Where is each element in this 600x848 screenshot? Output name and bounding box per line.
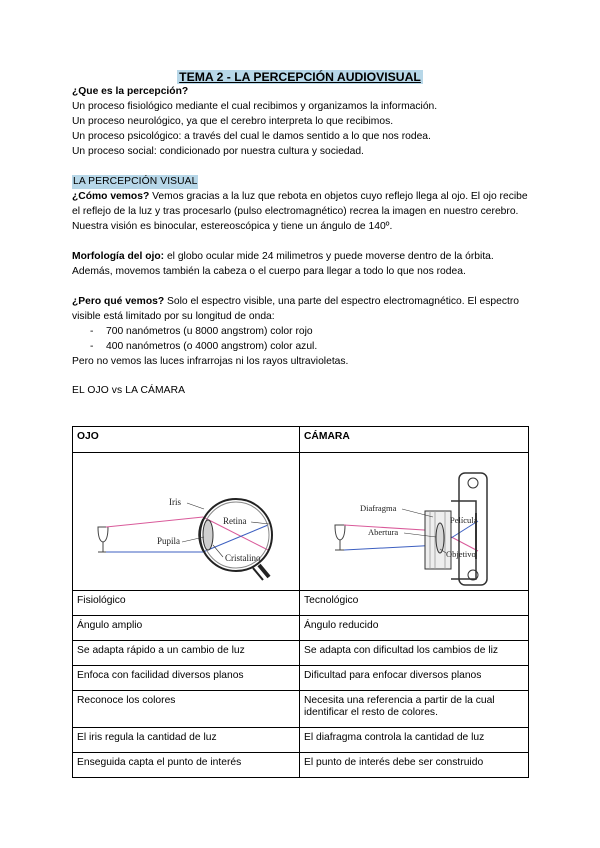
svg-text:Objetivo: Objetivo — [446, 549, 476, 559]
table-row: Ángulo amplio Ángulo reducido — [73, 616, 529, 641]
svg-text:Diafragma: Diafragma — [360, 503, 397, 513]
wine-glass-icon — [335, 525, 345, 550]
table-row: El iris regula la cantidad de luz El diafragma controla la cantidad de luz — [73, 728, 529, 753]
eye-diagram — [73, 453, 299, 586]
svg-text:Película: Película — [450, 515, 478, 525]
perception-line: Un proceso social: condicionado por nuestra cultura y sociedad. — [72, 146, 364, 157]
perception-line: Un proceso neurológico, ya que el cerebro interpreta lo que recibimos. — [72, 116, 394, 127]
section-heading-comparison: EL OJO vs LA CÁMARA — [72, 385, 186, 396]
morph-text: el globo ocular mide 24 milimetros y puede moverse dentro de la órbita. Además, movemos también la cabeza o el cuerpo para llegar a todo lo que nos rodea. — [72, 251, 494, 277]
camera-diagram — [300, 453, 528, 586]
closing-text: Pero no vemos las luces infrarrojas ni los rayos ultravioletas. — [72, 356, 349, 367]
document-page — [72, 70, 528, 768]
perception-question: ¿Que es la percepción? — [72, 86, 189, 97]
svg-text:Abertura: Abertura — [368, 527, 399, 537]
svg-text:Cristalino: Cristalino — [225, 553, 261, 563]
what-we-see-paragraph — [72, 294, 528, 324]
table-row: Reconoce los colores Necesita una referencia a partir de la cual identificar el resto de colores. — [73, 691, 529, 728]
table-row: Fisiológico Tecnológico — [73, 591, 529, 616]
table-row: Enfoca con facilidad diversos planos Dificultad para enfocar diversos planos — [73, 666, 529, 691]
table-row: Enseguida capta el punto de interés El punto de interés debe ser construido — [73, 753, 529, 778]
list-item: - 400 nanómetros (o 4000 angstrom) color azul. — [90, 341, 318, 352]
table-header-row — [73, 427, 529, 453]
list-item: - 700 nanómetros (u 8000 angstrom) color rojo — [90, 326, 313, 337]
table-image-row — [73, 453, 529, 591]
svg-text:Pupila: Pupila — [157, 536, 181, 546]
how-label: ¿Cómo vemos? — [72, 191, 150, 202]
how-we-see-paragraph — [72, 189, 528, 219]
svg-text:Iris: Iris — [169, 497, 181, 507]
header-eye: OJO — [73, 427, 300, 453]
morph-label: Morfología del ojo: — [72, 251, 165, 262]
perception-line: Un proceso fisiológico mediante el cual recibimos y organizamos la información. — [72, 101, 438, 112]
eyeball-icon — [199, 499, 272, 580]
comparison-table — [72, 426, 529, 778]
camera-icon — [425, 473, 487, 585]
binocular-text: Nuestra visión es binocular, estereoscópica y tiene un ángulo de 140º. — [72, 221, 393, 232]
camera-diagram-cell — [300, 453, 529, 591]
header-camera: CÁMARA — [300, 427, 529, 453]
page-title: TEMA 2 - LA PERCEPCIÓN AUDIOVISUAL — [179, 70, 421, 84]
section-heading-visual: LA PERCEPCIÓN VISUAL — [73, 176, 198, 187]
svg-text:Retina: Retina — [223, 516, 247, 526]
what-text: Solo el espectro visible, una parte del espectro electromagnético. El espectro visible está limitado por su longitud de onda: — [72, 296, 519, 322]
wine-glass-icon — [98, 527, 108, 552]
how-text: Vemos gracias a la luz que rebota en objetos cuyo reflejo llega al ojo. El ojo recibe el reflejo de la luz y tras procesarlo (pulso electromagnético) recrea la imagen en nuestro cerebro. — [72, 191, 528, 217]
eye-diagram-cell — [73, 453, 300, 591]
what-label: ¿Pero qué vemos? — [72, 296, 165, 307]
table-row: Se adapta rápido a un cambio de luz Se adapta con dificultad los cambios de liz — [73, 641, 529, 666]
morphology-paragraph — [72, 249, 528, 279]
perception-line: Un proceso psicológico: a través del cual le damos sentido a lo que nos rodea. — [72, 131, 431, 142]
